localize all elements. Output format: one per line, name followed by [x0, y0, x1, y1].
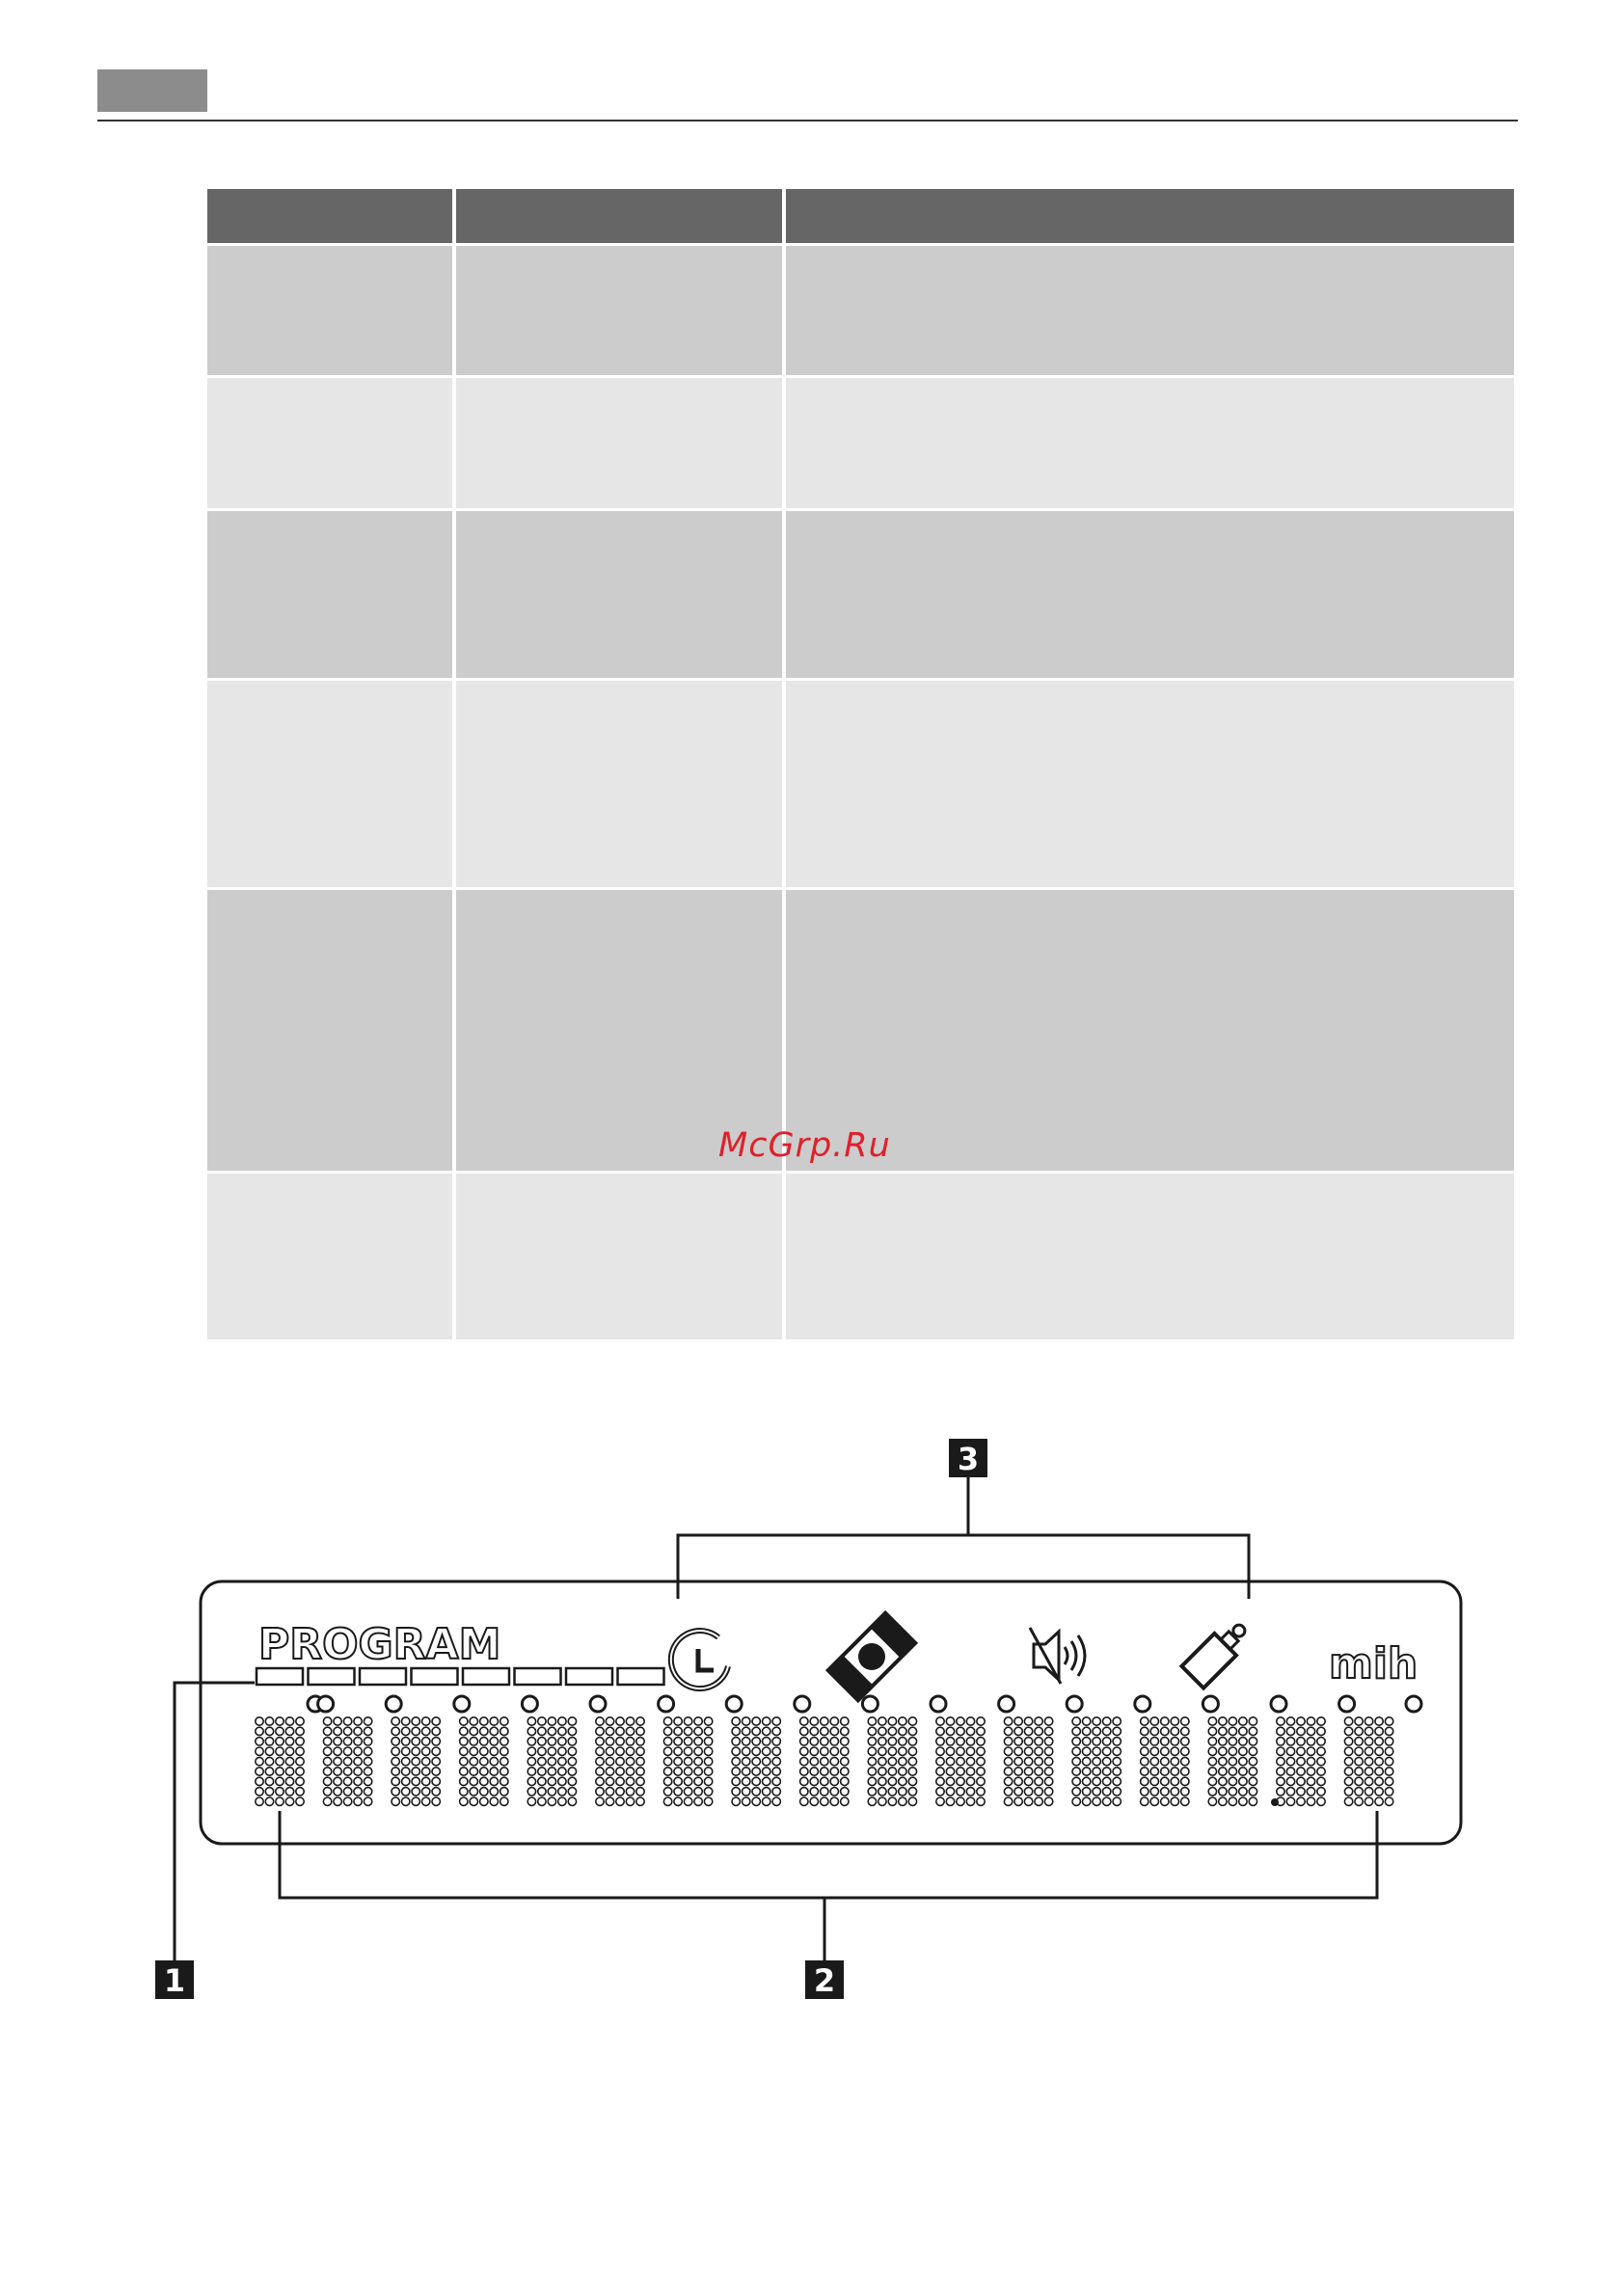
- indicator-ring: [386, 1696, 401, 1712]
- indicator-ring: [1406, 1696, 1421, 1712]
- callout-1-label: 1: [163, 1962, 186, 1999]
- digit-matrix: [1004, 1717, 1052, 1806]
- header-rule: [97, 120, 1518, 122]
- callout-2: [280, 1811, 1377, 1999]
- digit-matrix: [1277, 1717, 1325, 1806]
- sound-off-icon: [1030, 1628, 1085, 1684]
- digit-matrix: [527, 1717, 576, 1806]
- section-tab: [97, 69, 207, 112]
- table-row: [207, 508, 1518, 678]
- indicator-ring: [1135, 1696, 1150, 1712]
- indicator-ring: [862, 1696, 878, 1712]
- digit-matrix: [800, 1717, 849, 1806]
- indicator-dots: [308, 1696, 1421, 1712]
- rinse-aid-icon: [828, 1613, 916, 1701]
- program-label: PROGRAM: [258, 1620, 501, 1669]
- indicator-ring: [454, 1696, 470, 1712]
- digit-matrix: [868, 1717, 916, 1806]
- control-panel-display-diagram: [0, 1427, 1621, 2025]
- program-bar: [309, 1668, 355, 1685]
- indicator-ring: [1067, 1696, 1082, 1712]
- program-bar: [257, 1668, 303, 1685]
- program-progress-bars: [257, 1668, 664, 1685]
- callout-2-label: 2: [813, 1962, 836, 1999]
- dot-matrix-digits: [256, 1717, 1393, 1806]
- program-bar: [618, 1668, 664, 1685]
- program-bar: [463, 1668, 509, 1685]
- callout-3-label: 3: [957, 1441, 980, 1477]
- digit-matrix: [596, 1717, 644, 1806]
- callout-3: [678, 1439, 1249, 1599]
- table-header: [207, 189, 1518, 243]
- salt-icon: [1181, 1616, 1254, 1688]
- digit-matrix: [732, 1717, 780, 1806]
- indicator-ring: [659, 1696, 674, 1712]
- digit-matrix: [1141, 1717, 1189, 1806]
- indicator-ring: [795, 1696, 810, 1712]
- digit-matrix: [663, 1717, 712, 1806]
- indicator-ring: [726, 1696, 742, 1712]
- table-row: [207, 1171, 1518, 1339]
- program-bar: [412, 1668, 458, 1685]
- program-bar: [566, 1668, 612, 1685]
- indicator-ring: [318, 1696, 334, 1712]
- digit-matrix: [1344, 1717, 1392, 1806]
- program-bar: [360, 1668, 406, 1685]
- watermark: McGrp.Ru: [718, 1126, 891, 1165]
- indicator-ring: [1339, 1696, 1355, 1712]
- digit-matrix: [256, 1717, 304, 1806]
- digit-matrix: [1208, 1717, 1256, 1806]
- digit-matrix: [460, 1717, 508, 1806]
- digit-matrix: [323, 1717, 371, 1806]
- callout-1: [155, 1683, 255, 1999]
- program-bar: [515, 1668, 561, 1685]
- digit-matrix: [392, 1717, 440, 1806]
- info-table: [207, 189, 1518, 1339]
- digit-matrix: [936, 1717, 985, 1806]
- header-cell-2: [456, 189, 782, 243]
- table-row: [207, 375, 1518, 508]
- table-row: [207, 678, 1518, 887]
- table-row: [207, 243, 1518, 375]
- header-cell-1: [207, 189, 452, 243]
- digit-matrix: [1072, 1717, 1121, 1806]
- indicator-ring: [522, 1696, 537, 1712]
- decimal-point: [1271, 1798, 1279, 1806]
- indicator-ring: [931, 1696, 946, 1712]
- indicator-ring: [1271, 1696, 1286, 1712]
- indicator-ring: [999, 1696, 1014, 1712]
- unit-label: mih: [1329, 1639, 1418, 1688]
- indicator-ring: [590, 1696, 606, 1712]
- delay-clock-icon: [671, 1631, 728, 1688]
- indicator-ring: [1202, 1696, 1218, 1712]
- header-cell-3: [786, 189, 1514, 243]
